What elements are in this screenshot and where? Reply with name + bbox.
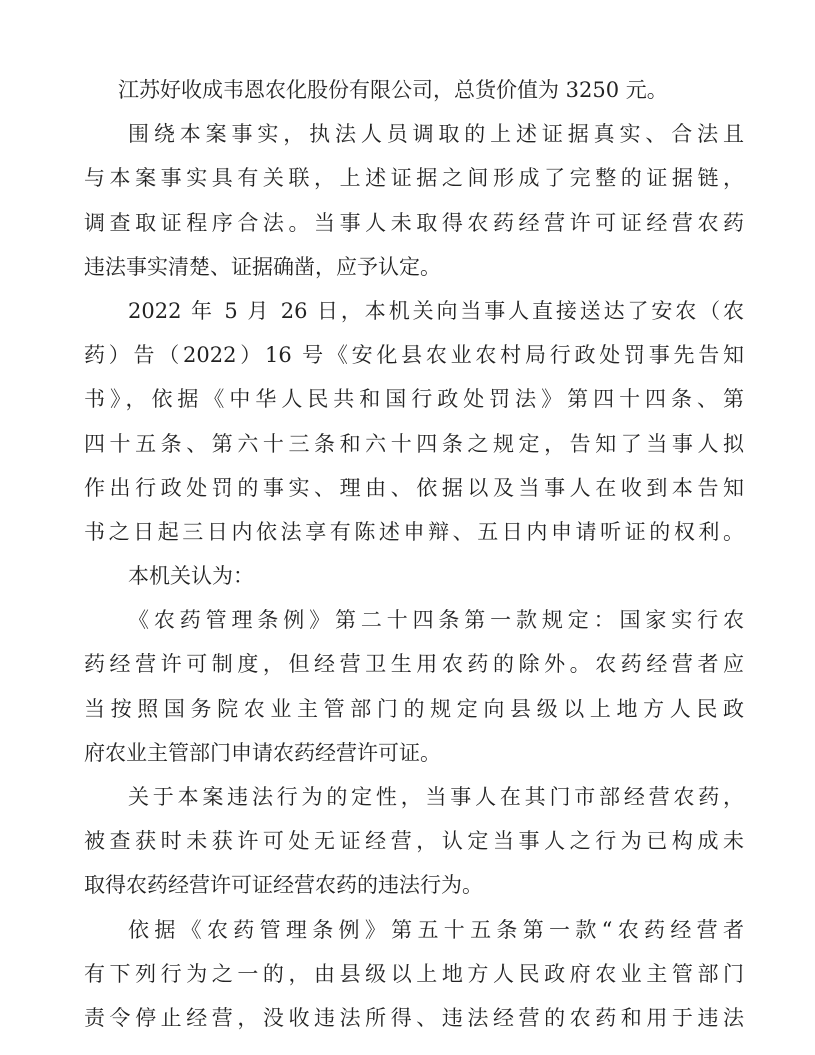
line-text: 关于本案违法行为的定性，当事人在其门市部经营农药， — [128, 785, 744, 809]
line-text: 被查获时未获许可处无证经营，认定当事人之行为已构成未 — [84, 829, 744, 854]
line-text: 依据《农药管理条例》第五十五条第一款“农药经营者 — [128, 917, 744, 942]
text-line — [84, 377, 744, 421]
text-line — [84, 245, 744, 289]
line-text: 本机关认为： — [128, 564, 254, 589]
line-text: 药）告（2022）16 号《安化县农业农村局行政处罚事先告知 — [84, 343, 744, 368]
line-text: 2022 年 5 月 26 日，本机关向当事人直接送达了安农（农 — [128, 298, 744, 323]
text-line — [84, 201, 744, 245]
paragraph-start — [84, 908, 744, 952]
text-line — [84, 422, 744, 466]
paragraph-start — [84, 598, 744, 642]
paragraph-start — [84, 112, 744, 156]
paragraph-start — [84, 775, 744, 819]
line-text: 调查取证程序合法。当事人未取得农药经营许可证经营农药 — [84, 210, 744, 235]
line-text: 当按照国务院农业主管部门的规定向县级以上地方人民政 — [84, 696, 744, 721]
paragraph-start — [84, 289, 744, 333]
text-line — [84, 156, 744, 200]
line-text: 与本案事实具有关联，上述证据之间形成了完整的证据链， — [84, 166, 744, 191]
line-text: 围绕本案事实，执法人员调取的上述证据真实、合法且 — [128, 122, 744, 147]
line-text: 书之日起三日内依法享有陈述申辩、五日内申请听证的权利。 — [84, 519, 744, 544]
text-line — [84, 996, 744, 1040]
text-line — [84, 68, 744, 112]
text-line — [84, 333, 744, 377]
line-text: 书》，依据《中华人民共和国行政处罚法》第四十四条、第 — [84, 387, 744, 412]
line-text: 江苏好收成韦恩农化股份有限公司，总货价值为 3250 元。 — [118, 78, 668, 102]
line-text: 作出行政处罚的事实、理由、依据以及当事人在收到本告知 — [84, 475, 744, 500]
line-text: 责令停止经营，没收违法所得、违法经营的农药和用于违法 — [84, 1005, 744, 1030]
line-text: 有下列行为之一的，由县级以上地方人民政府农业主管部门 — [84, 961, 744, 986]
line-text: 《农药管理条例》第二十四条第一款规定：国家实行农 — [128, 608, 744, 633]
line-text: 四十五条、第六十三条和六十四条之规定，告知了当事人拟 — [84, 431, 744, 456]
text-line — [84, 952, 744, 996]
text-line — [84, 863, 744, 907]
text-line — [84, 731, 744, 775]
text-line — [84, 466, 744, 510]
line-text: 府农业主管部门申请农药经营许可证。 — [84, 740, 441, 765]
line-text: 药经营许可制度，但经营卫生用农药的除外。农药经营者应 — [84, 652, 744, 677]
paragraph-start — [84, 554, 744, 598]
text-line — [84, 642, 744, 686]
line-text: 取得农药经营许可证经营农药的违法行为。 — [84, 873, 483, 898]
line-text: 违法事实清楚、证据确凿，应予认定。 — [84, 254, 441, 279]
text-line — [84, 819, 744, 863]
text-line — [84, 510, 744, 554]
text-line — [84, 687, 744, 731]
document-body — [84, 68, 744, 1040]
